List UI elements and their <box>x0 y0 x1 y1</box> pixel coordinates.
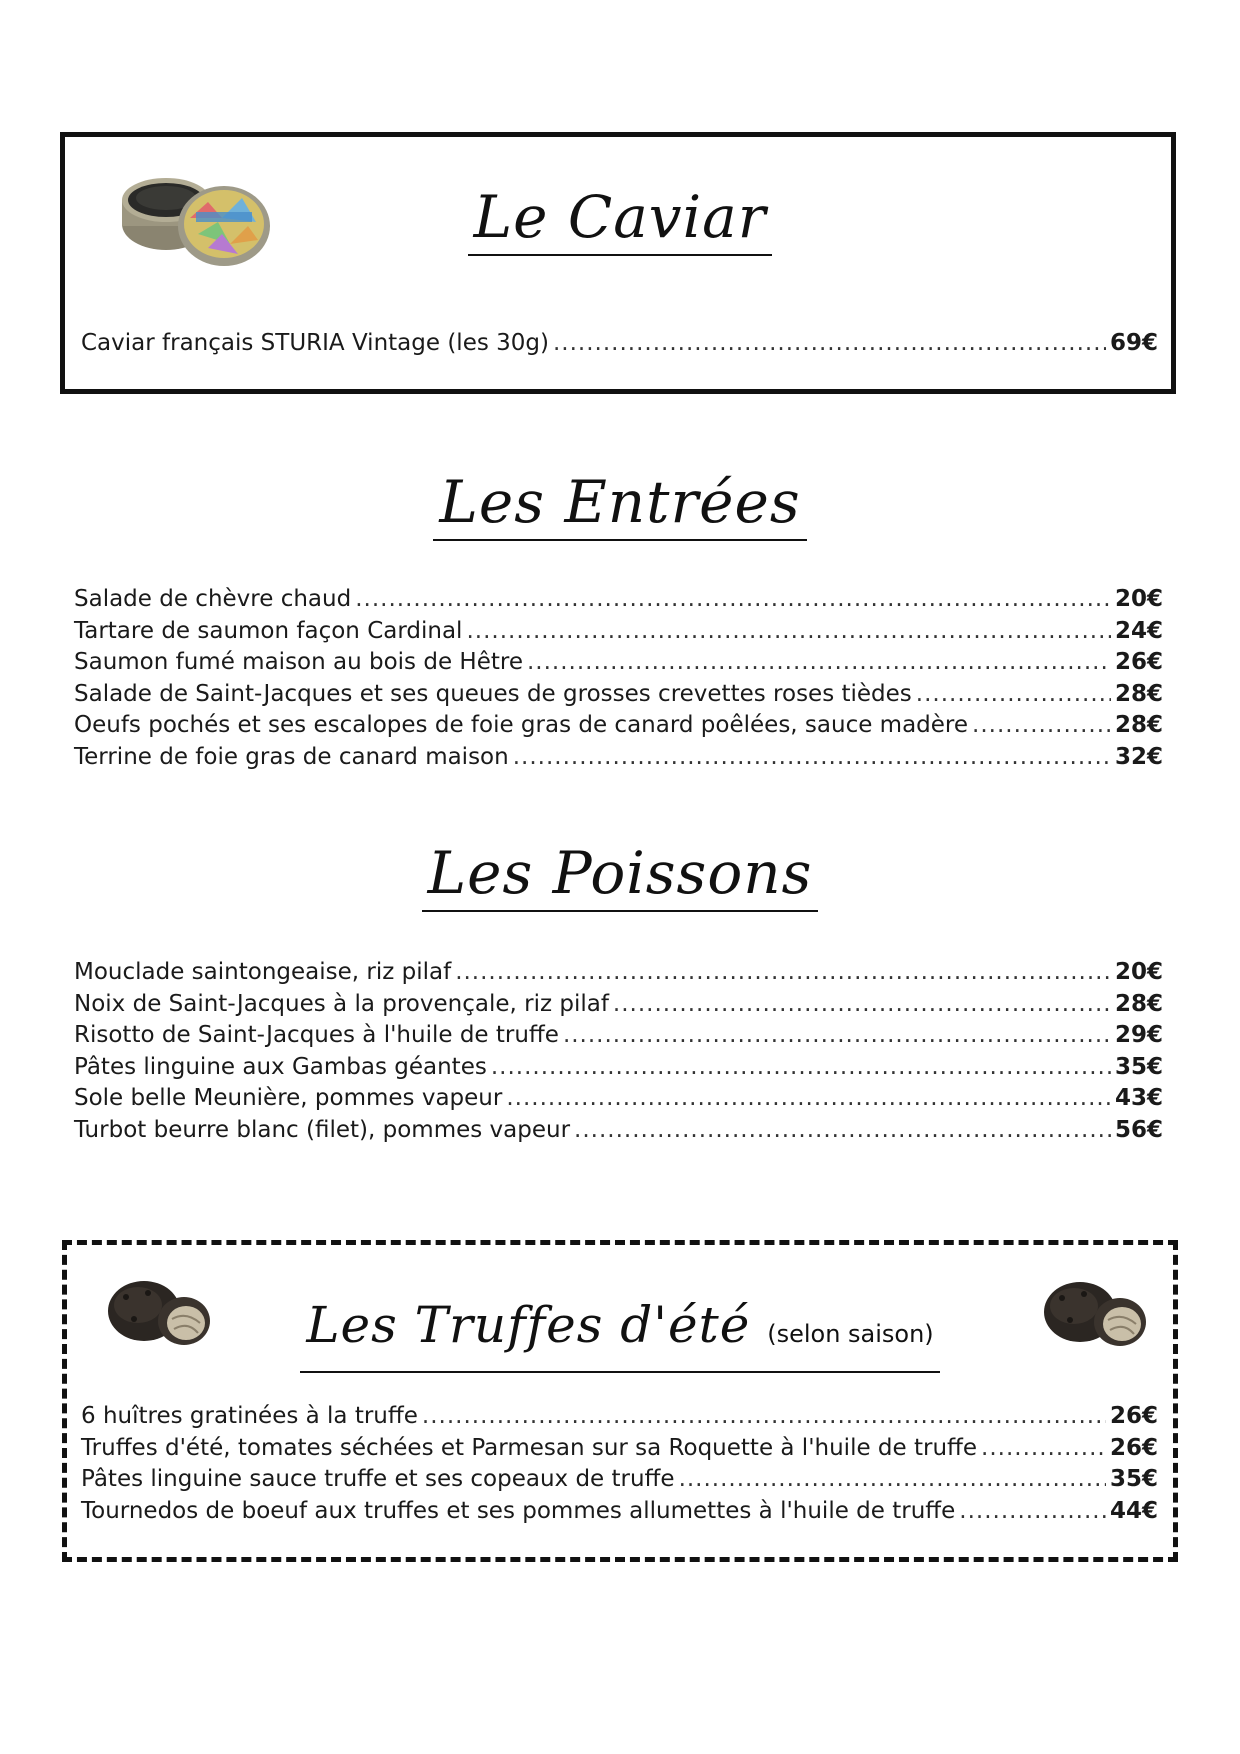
item-price: 29€ <box>1114 1022 1163 1048</box>
item-price: 43€ <box>1114 1085 1163 1111</box>
menu-item <box>74 989 1163 1021</box>
item-name: Tartare de saumon façon Cardinal <box>74 617 463 644</box>
item-name: Tournedos de boeuf aux truffes et ses pommes allumettes à l'huile de truffe <box>81 1497 956 1524</box>
item-price: 28€ <box>1114 990 1163 1017</box>
item-name: Caviar français STURIA Vintage (les 30g) <box>81 330 549 356</box>
menu-item <box>81 1496 1158 1528</box>
menu-item <box>74 742 1163 774</box>
truffes-title <box>0 1290 1240 1373</box>
dot-leader <box>959 1496 1106 1528</box>
menu-item <box>74 679 1163 711</box>
item-name: Sole belle Meunière, pommes vapeur <box>74 1085 503 1111</box>
caviar-list <box>81 328 1158 360</box>
dot-leader <box>553 328 1106 360</box>
item-name: Turbot beurre blanc (filet), pommes vapeur <box>74 1116 571 1143</box>
dot-leader <box>355 584 1111 616</box>
dot-leader <box>972 710 1111 742</box>
menu-item <box>74 584 1163 616</box>
item-price: 26€ <box>1109 1434 1158 1461</box>
item-price: 26€ <box>1109 1403 1158 1429</box>
menu-item <box>81 1433 1158 1465</box>
item-price: 69€ <box>1109 330 1158 356</box>
item-price: 26€ <box>1114 649 1163 675</box>
item-name: Saumon fumé maison au bois de Hêtre <box>74 649 523 675</box>
item-name: Risotto de Saint-Jacques à l'huile de truffe <box>74 1022 559 1048</box>
truffes-title-text: Les Truffes d'été <box>306 1296 751 1354</box>
dot-leader <box>563 1020 1111 1052</box>
item-name: Mouclade saintongeaise, riz pilaf <box>74 959 452 985</box>
item-name: Terrine de foie gras de canard maison <box>74 743 509 770</box>
dot-leader <box>574 1115 1111 1147</box>
dot-leader <box>466 616 1111 648</box>
menu-item <box>74 1083 1163 1115</box>
item-name: Pâtes linguine sauce truffe et ses copeaux de truffe <box>81 1466 675 1492</box>
item-price: 28€ <box>1114 680 1163 707</box>
entrees-list <box>74 584 1163 773</box>
poissons-list <box>74 957 1163 1146</box>
menu-item <box>81 328 1158 360</box>
entrees-title: Les Entrées <box>0 467 1240 541</box>
item-price: 35€ <box>1109 1466 1158 1492</box>
item-name: Pâtes linguine aux Gambas géantes <box>74 1053 487 1080</box>
item-price: 20€ <box>1114 586 1163 612</box>
menu-item <box>74 710 1163 742</box>
menu-item <box>74 647 1163 679</box>
dot-leader <box>527 647 1111 679</box>
item-name: Truffes d'été, tomates séchées et Parmesan sur sa Roquette à l'huile de truffe <box>81 1434 978 1461</box>
dot-leader <box>916 679 1111 711</box>
dot-leader <box>455 957 1111 989</box>
menu-item <box>74 1115 1163 1147</box>
item-price: 32€ <box>1114 743 1163 770</box>
item-price: 56€ <box>1114 1116 1163 1143</box>
item-price: 20€ <box>1114 959 1163 985</box>
truffes-list <box>81 1401 1158 1527</box>
menu-item <box>81 1464 1158 1496</box>
menu-item <box>81 1401 1158 1433</box>
dot-leader <box>506 1083 1111 1115</box>
item-price: 44€ <box>1109 1497 1158 1524</box>
menu-item <box>74 616 1163 648</box>
menu-item <box>74 957 1163 989</box>
item-name: Noix de Saint-Jacques à la provençale, riz pilaf <box>74 990 609 1017</box>
item-price: 28€ <box>1114 712 1163 738</box>
item-name: Salade de chèvre chaud <box>74 586 352 612</box>
item-price: 35€ <box>1114 1053 1163 1080</box>
truffes-subtitle: (selon saison) <box>767 1320 934 1348</box>
dot-leader <box>679 1464 1106 1496</box>
item-name: Oeufs pochés et ses escalopes de foie gras de canard poêlées, sauce madère <box>74 712 969 738</box>
menu-item <box>74 1020 1163 1052</box>
dot-leader <box>613 989 1111 1021</box>
dot-leader <box>981 1433 1106 1465</box>
item-price: 24€ <box>1114 617 1163 644</box>
poissons-title: Les Poissons <box>0 838 1240 912</box>
item-name: 6 huîtres gratinées à la truffe <box>81 1403 418 1429</box>
menu-item <box>74 1052 1163 1084</box>
dot-leader <box>513 742 1111 774</box>
dot-leader <box>491 1052 1111 1084</box>
item-name: Salade de Saint-Jacques et ses queues de grosses crevettes roses tièdes <box>74 680 912 707</box>
caviar-title: Le Caviar <box>0 182 1240 256</box>
dot-leader <box>422 1401 1106 1433</box>
